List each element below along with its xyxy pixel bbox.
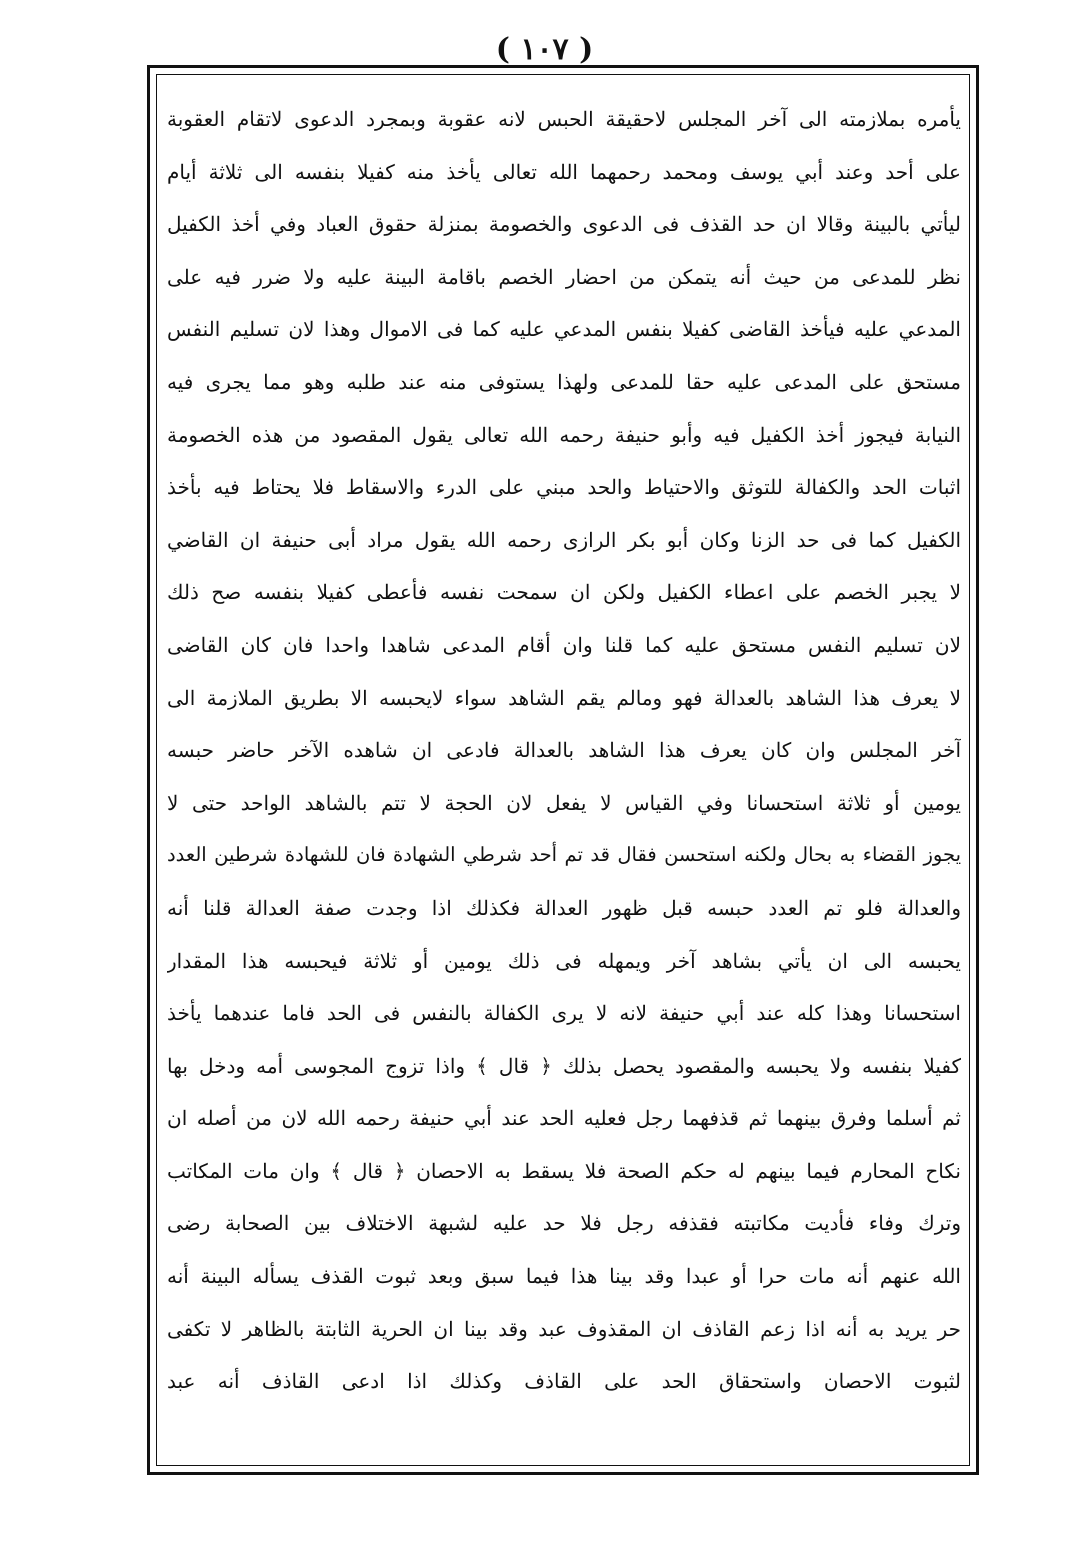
text-line: ثم أسلما وفرق بينهما ثم قذفهما رجل فعليه الحد عند أبي حنيفة رحمه الله لان من أصله ان — [167, 1106, 961, 1131]
text-line: كفيلا بنفسه ولا يحبسه والمقصود يحصل بذلك ﴿ قال ﴾ واذا تزوج المجوسى أمه ودخل بها — [167, 1053, 961, 1078]
text-line: نكاح المحارم فيما بينهم له حكم الصحة فلا يسقط به الاحصان ﴿ قال ﴾ وان مات المكاتب — [167, 1158, 961, 1183]
text-line: الكفيل كما فى حد الزنا وكان أبو بكر الرازى رحمه الله يقول مراد أبى حنيفة ان القاضي — [167, 527, 961, 552]
text-line: آخر المجلس وان كان يعرف هذا الشاهد بالعدالة فادعى ان شاهده الآخر حاضر حبسه — [167, 738, 961, 763]
text-line: يومين أو ثلاثة استحسانا وفي القياس لا يفعل لان الحجة لا تتم بالشاهد الواحد حتى لا — [167, 790, 961, 815]
text-line: الله عنهم أنه مات حرا أو عبدا وقد بينا هذا فيما سبق وبعد ثبوت القذف يسأله البينة أنه — [167, 1264, 961, 1289]
page-frame-inner — [156, 74, 970, 1466]
text-line: ليأتي بالبينة وقالا ان حد القذف فى الدعوى والخصومة بمنزلة حقوق العباد وفي أخذ الكفيل — [167, 212, 961, 237]
page-number: ( ١٠٧ ) — [495, 32, 594, 67]
text-line: لا يعرف هذا الشاهد بالعدالة فهو ومالم يقم الشاهد سواء لايحبسه الا بطريق الملازمة الى — [167, 685, 961, 710]
text-line: اثبات الحد والكفالة للتوثق والاحتياط والحد مبني على الدرء والاسقاط فلا يحتاط فيه بأخذ — [167, 475, 961, 500]
text-line: النيابة فيجوز أخذ الكفيل فيه وأبو حنيفة رحمه الله تعالى يقول المقصود من هذه الخصومة — [167, 422, 961, 447]
text-line: والعدالة فلو تم العدد حبسه قبل ظهور العدالة فكذلك اذا وجدت صفة العدالة قلنا أنه — [167, 895, 961, 920]
text-line: المدعي عليه فيأخذ القاضى كفيلا بنفس المدعي عليه كما فى الاموال وهذا لان تسليم النفس — [167, 317, 961, 342]
text-line: يجوز القضاء به بحال ولكنه استحسن فقال قد تم أحد شرطي الشهادة فان للشهادة شرطين العدد — [167, 843, 961, 867]
text-line: لثبوت الاحصان واستحقاق الحد على القاذف وكذلك اذا ادعى القاذف أنه عبد — [167, 1369, 961, 1394]
text-line: استحسانا وهذا كله عند أبي حنيفة لانه لا يرى الكفالة بالنفس فى الحد فاما عندهما يأخذ — [167, 1001, 961, 1026]
text-line: حر يريد به أنه اذا زعم القاذف ان المقذوف عبد وقد بينا ان الحرية الثابتة بالظاهر لا تكفى — [167, 1316, 961, 1341]
text-line: على أحد وعند أبي يوسف ومحمد رحمهما الله تعالى يأخذ منه كفيلا بنفسه الى ثلاثة أيام — [167, 159, 961, 184]
text-line: وترك وفاء فأديت مكاتبته فقذفه رجل فلا حد عليه لشبهة الاختلاف بين الصحابة رضى — [167, 1211, 961, 1236]
text-line: لان تسليم النفس مستحق عليه كما قلنا وان أقام المدعى شاهدا واحدا فان كان القاضى — [167, 632, 961, 657]
text-line: يحبسه الى ان يأتي بشاهد آخر ويمهله فى ذلك يومين أو ثلاثة فيحبسه هذا المقدار — [167, 948, 961, 973]
text-line: نظر للمدعى من حيث أنه يتمكن من احضار الخصم باقامة البينة عليه ولا ضرر فيه على — [167, 264, 961, 289]
text-line: لا يجبر الخصم على اعطاء الكفيل ولكن ان سمحت نفسه فأعطى كفيلا بنفسه صح ذلك — [167, 580, 961, 605]
text-line: مستحق على المدعى عليه حقا للمدعى ولهذا يستوفى منه عند طلبه وهو مما يجرى فيه — [167, 369, 961, 394]
text-line: يأمره بملازمته الى آخر المجلس لاحقيقة الحبس لانه عقوبة وبمجرد الدعوى لاتقام العقوبة — [167, 107, 961, 131]
body-text — [167, 93, 961, 1408]
